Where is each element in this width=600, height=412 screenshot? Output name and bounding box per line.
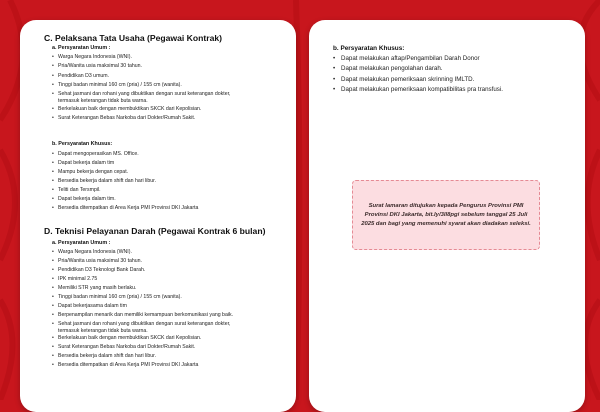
list-item: • Dapat melakukan pengolahan darah.: [333, 64, 503, 74]
list-item: • Dapat mengoperasikan MS. Office.: [52, 150, 284, 159]
list-item-line: Sehat jasmani dan rohani yang dibuktikan dengan surat keterangan dokter,: [58, 91, 231, 98]
list-item: • Surat Keterangan Bebas Narkoba dari Dokter/Rumah Sakit.: [52, 114, 284, 123]
list-item: • Berkelakuan baik dengan membuktikan SKCK dari Kepolisian.: [52, 334, 284, 343]
list-item: • Bersedia bekerja dalam shift dan hari libur.: [52, 177, 284, 186]
list-item: [52, 90, 284, 105]
list-item: • Dapat bekerja dalam tim: [52, 159, 284, 168]
application-notice-text: Surat lamaran ditujukan kepada Pengurus Provinsi PMI Provinsi DKI Jakarta, bit.ly/3ll8pgi sebelum tanggal 25 Juli 2025 dan bagi yang memenuhi syarat akan diadakan seleksi.: [361, 202, 531, 227]
list-item: • Dapat melakukan pemeriksaan skrinning IMLTD.: [333, 75, 503, 85]
section-c-khusus-list: [52, 150, 284, 213]
list-item: • Tinggi badan minimal 160 cm (pria) / 155 cm (wanita).: [52, 293, 284, 302]
section-c-khusus-title: b. Persyaratan Khusus:: [52, 141, 113, 147]
list-item: • Bersedia bekerja dalam shift dan hari libur.: [52, 352, 284, 361]
list-item-continuation: termasuk keterangan tidak buta warna.: [58, 98, 148, 105]
list-item-continuation: termasuk keterangan tidak buta warna.: [58, 328, 148, 334]
list-item-line: Sehat jasmani dan rohani yang dibuktikan dengan surat keterangan dokter,: [58, 321, 231, 327]
list-item: • Tinggi badan minimal 160 cm (pria) / 155 cm (wanita).: [52, 81, 284, 90]
list-item: • Pria/Wanita usia maksimal 30 tahun.: [52, 257, 284, 266]
list-item: • Pria/Wanita usia maksimal 30 tahun.: [52, 62, 284, 71]
list-item: • IPK minimal 2.75: [52, 275, 284, 284]
list-item: • Dapat bekerja dalam tim.: [52, 195, 284, 204]
list-item: • Berpenampilan menarik dan memiliki kemampuan berkomunikasi yang baik.: [52, 311, 284, 320]
section-c-umum-title: a. Persyaratan Umum :: [52, 45, 111, 51]
section-c-umum-list: [52, 53, 284, 123]
section-d-umum-list: [52, 248, 284, 370]
list-item: • Surat Keterangan Bebas Narkoba dari Dokter/Rumah Sakit.: [52, 343, 284, 352]
list-item: • Dapat melakukan aftap/Pengambilan Darah Donor: [333, 54, 503, 64]
list-item: • Teliti dan Tersmpil.: [52, 186, 284, 195]
section-d-khusus-title: b. Persyaratan Khusus:: [333, 45, 405, 52]
list-item: • Warga Negara Indonesia (WNI).: [52, 53, 284, 62]
section-d-umum-title: a. Persyaratan Umum :: [52, 240, 111, 246]
list-item: • Dapat melakukan pemeriksaan kompatibilitas pra transfusi.: [333, 85, 503, 95]
list-item: • Dapat bekerjasama dalam tim: [52, 302, 284, 311]
list-item: • Berkelakuan baik dengan membuktikan SKCK dari Kepolisian.: [52, 105, 284, 114]
list-item: • Pendidikan D3 Teknologi Bank Darah.: [52, 266, 284, 275]
list-item: • Bersedia ditempatkan di Area Kerja PMI Provinsi DKI Jakarta: [52, 204, 284, 213]
list-item: • Pendidikan D3 umum.: [52, 72, 284, 81]
left-card: [20, 20, 296, 412]
section-d-khusus-list: [333, 54, 503, 96]
list-item: • Mampu bekerja dengan cepat.: [52, 168, 284, 177]
list-item: • Warga Negara Indonesia (WNI).: [52, 248, 284, 257]
list-item: • Bersedia ditempatkan di Area Kerja PMI Provinsi DKI Jakarta: [52, 361, 284, 370]
section-c-title: C. Pelaksana Tata Usaha (Pegawai Kontrak): [44, 33, 222, 43]
list-item: • Memiliki STR yang masih berlaku.: [52, 284, 284, 293]
application-notice-box: [352, 180, 540, 250]
right-card: [309, 20, 585, 412]
list-item: [52, 320, 284, 334]
section-d-title: D. Teknisi Pelayanan Darah (Pegawai Kontrak 6 bulan): [44, 226, 266, 236]
